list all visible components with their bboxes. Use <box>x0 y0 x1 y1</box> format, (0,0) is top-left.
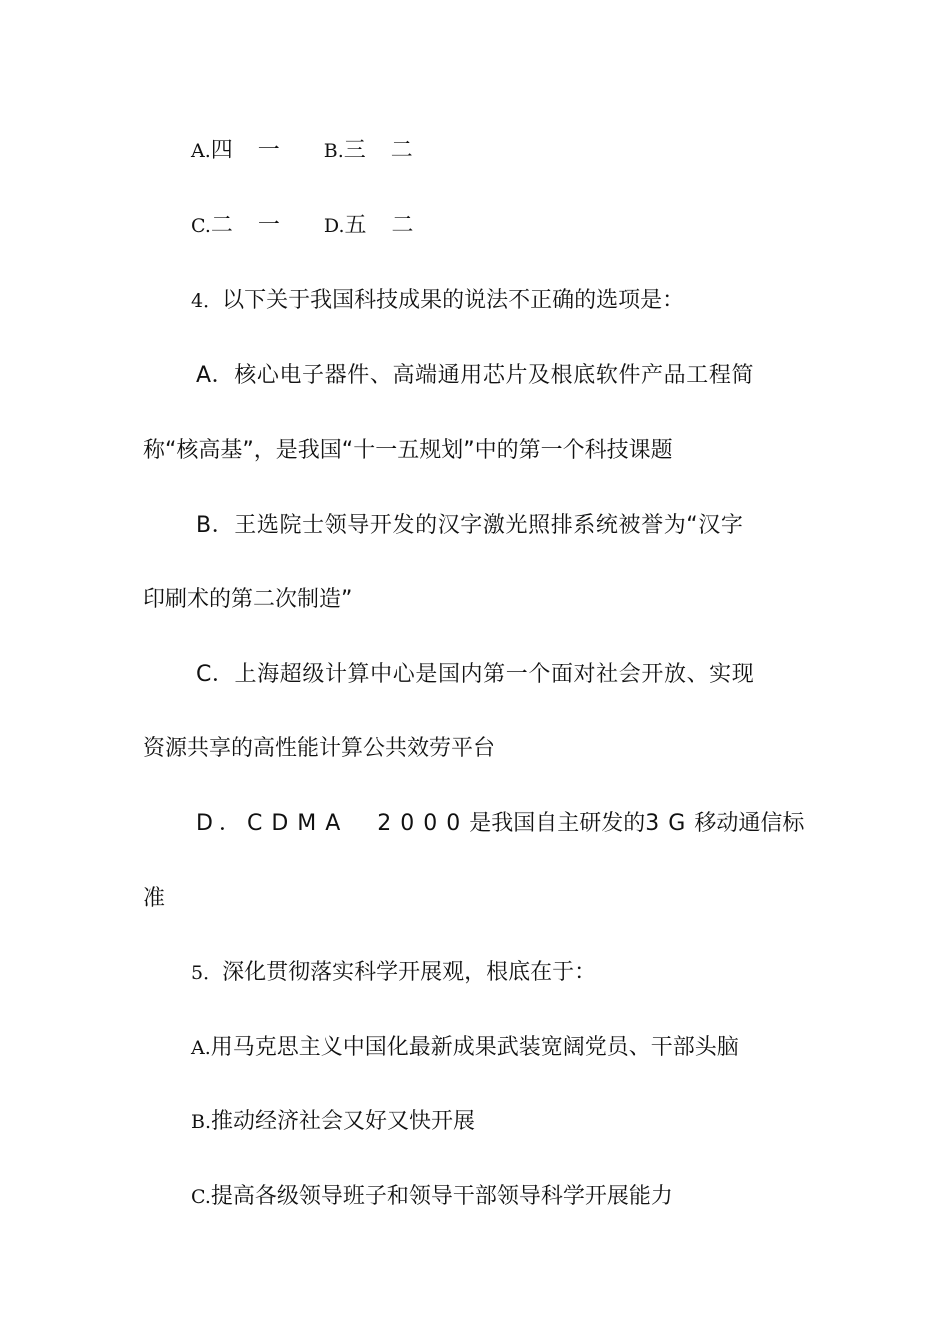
q4-option-d-line1 <box>196 809 804 839</box>
q3-option-c-label: C. <box>191 215 211 237</box>
q4-number: 4． <box>191 290 223 312</box>
q3-option-a-label: A. <box>191 140 211 162</box>
q3-option-b-text: 三 二 <box>343 138 413 163</box>
q5-option-b-label: B. <box>191 1111 212 1133</box>
q5-option-a-text: 用马克思主义中国化最新成果武装宽阔党员、干部头脑 <box>210 1035 739 1060</box>
q5-option-c <box>191 1182 673 1212</box>
q3-option-d-label: D. <box>323 215 345 237</box>
q4-option-d-code: CDMA 2000 <box>246 811 470 836</box>
q4-option-d-code2: 3G <box>645 811 695 836</box>
q3-option-b-label: B. <box>323 140 344 162</box>
q4-option-d-prefix: D． <box>196 811 247 836</box>
q5-option-a <box>191 1033 739 1063</box>
q4-option-d-mid: 是我国自主研发的 <box>469 811 646 836</box>
q5-stem: 深化贯彻落实科学开展观，根底在于： <box>222 960 597 985</box>
q4-option-c-line2: 资源共享的高性能计算公共效劳平台 <box>143 736 496 761</box>
q5-option-b <box>191 1107 475 1137</box>
q5-stem-line <box>191 958 596 988</box>
q4-option-b-line2: 印刷术的第二次制造” <box>143 587 353 612</box>
q3-option-c-text: 二 一 <box>210 213 280 238</box>
q5-option-b-text: 推动经济社会又好又快开展 <box>211 1109 476 1134</box>
q4-option-b-line1: B．王选院士领导开发的汉字激光照排系统被誉为“汉字 <box>196 513 744 538</box>
q5-number: 5． <box>191 962 223 984</box>
q4-option-a-line2: 称“核高基”，是我国“十一五规划”中的第一个科技课题 <box>143 438 673 463</box>
q4-option-d-suffix: 移动通信标 <box>694 811 805 836</box>
q4-stem-line <box>191 286 684 316</box>
q5-option-c-label: C. <box>191 1186 211 1208</box>
q3-options-row-2 <box>191 211 414 241</box>
q5-option-a-label: A. <box>191 1037 211 1059</box>
q3-option-d-text: 五 二 <box>344 213 414 238</box>
q4-stem: 以下关于我国科技成果的说法不正确的选项是： <box>222 288 685 313</box>
q4-option-d-line2: 准 <box>143 886 166 911</box>
q4-option-c-line1: C．上海超级计算中心是国内第一个面对社会开放、实现 <box>196 662 755 687</box>
q3-option-a-text: 四 一 <box>210 138 280 163</box>
q5-option-c-text: 提高各级领导班子和领导干部领导科学开展能力 <box>210 1184 673 1209</box>
q3-options-row-1 <box>191 136 413 166</box>
q4-option-a-line1: A．核心电子器件、高端通用芯片及根底软件产品工程简 <box>196 363 755 388</box>
